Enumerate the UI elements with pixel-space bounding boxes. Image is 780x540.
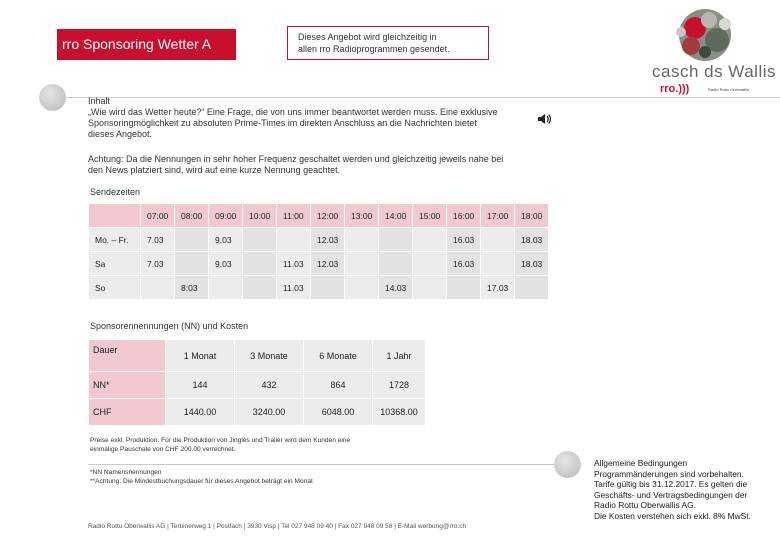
slot-cell [243,252,277,276]
hour-cell: 07:00 [141,204,175,228]
conditions-line-3: Tarife gültig bis 31.12.2017. Es gelten die [594,479,748,489]
slot-cell: 11.03 [277,276,311,300]
costs-cell: 1440.00 [166,399,235,426]
price-note-line-2: einmalige Pauschale von CHF 200.00 verrechnet. [90,445,236,453]
slot-cell: 18.03 [515,228,549,252]
slot-cell: 9.03 [209,228,243,252]
note-block [88,154,548,176]
general-conditions [594,458,774,521]
costs-cell: 432 [235,372,304,399]
schedule-label: Sendezeiten [90,187,141,197]
slot-cell [447,276,481,300]
slot-cell: 9.03 [209,252,243,276]
costs-table [88,339,426,426]
hour-cell: 16:00 [447,204,481,228]
slot-cell: 16.03 [447,252,481,276]
hour-cell: 13:00 [345,204,379,228]
costs-header-cell: 1 Monat [166,340,235,372]
notice-line-2: allen rro Radioprogrammen gesendet. [298,44,450,54]
costs-cell: 864 [304,372,373,399]
page-title: rro Sponsoring Wetter A [57,29,236,60]
costs-header-cell: 1 Jahr [373,340,426,372]
hour-cell: 08:00 [175,204,209,228]
schedule-header-row [89,204,549,228]
hour-cell: 11:00 [277,204,311,228]
costs-header-cell: 3 Monate [235,340,304,372]
hour-cell: 09:00 [209,204,243,228]
costs-row-label: CHF [89,399,166,426]
slot-cell [345,276,379,300]
slot-cell [311,276,345,300]
slot-cell: 7.03 [141,252,175,276]
conditions-line-4: Geschäfts- und Vertragsbedingungen der [594,489,748,500]
slot-cell [379,252,413,276]
costs-cell: 1728 [373,372,426,399]
content-heading: Inhalt [88,96,111,106]
slot-cell [345,252,379,276]
slot-cell [175,252,209,276]
day-cell: Mo. – Fr. [89,228,141,252]
costs-cell: 6048.00 [304,399,373,426]
costs-header-cell: Dauer [89,340,166,372]
schedule-corner-cell [89,204,141,228]
content-line-2: Sponsoringmöglichkeit zu absoluten Prime-Times im direkten Anschluss an die Nachrichten bietet [88,118,477,128]
slot-cell [413,276,447,300]
note-line-1: Achtung: Da die Nennungen in sehr hoher Frequenz geschaltet werden und gleichzeitig jeweils nahe bei [88,154,504,164]
schedule-row [89,252,549,276]
speaker-icon[interactable] [537,112,552,126]
content-line-1: „Wie wird das Wetter heute?“ Eine Frage, die von uns immer beantwortet werden muss. Eine exklusive [88,107,498,117]
schedule-row [89,228,549,252]
slot-cell [277,228,311,252]
costs-row-label: NN* [89,372,166,399]
logo-tagline: Radio Rottu Oberwallis [708,87,749,92]
costs-row [89,372,426,399]
slot-cell [481,228,515,252]
slot-cell: 8:03 [175,276,209,300]
logo-wordmark: casch ds Wallis [652,62,777,81]
hour-cell: 17:00 [481,204,515,228]
divider-bottom [88,464,554,465]
day-cell: So [89,276,141,300]
schedule-row [89,276,549,300]
costs-header-cell: 6 Monate [304,340,373,372]
costs-header-row [89,340,426,372]
slot-cell: 14.03 [379,276,413,300]
costs-label: Sponsorennennungen (NN) und Kosten [90,321,249,331]
conditions-line-5: Radio Rottu Oberwallis AG. [594,500,696,510]
content-block [88,96,548,140]
conditions-line-6: Die Kosten verstehen sich exkl. 8% MwSt. [594,510,751,521]
footnotes [90,469,560,486]
slot-cell [209,276,243,300]
logo-collage-icon [665,6,745,64]
slot-cell: 16.03 [447,228,481,252]
slot-cell [481,252,515,276]
costs-cell: 3240.00 [235,399,304,426]
costs-row [89,399,426,426]
note-line-2: den News platziert sind, wird auf eine kurze Nennung geachtet. [88,165,341,175]
hour-cell: 14:00 [379,204,413,228]
logo-brand: rro.))) [660,83,690,95]
slot-cell [413,252,447,276]
slot-cell [413,228,447,252]
hour-cell: 18:00 [515,204,549,228]
slot-cell [243,276,277,300]
notice-box [287,26,489,60]
footnote-2: **Achtung: Die Mindestbuchungsdauer für dieses Angebot beträgt ein Monat [90,477,313,485]
hour-cell: 15:00 [413,204,447,228]
hour-cell: 10:00 [243,204,277,228]
slot-cell [243,228,277,252]
slot-cell: 18.03 [515,252,549,276]
slot-cell [515,276,549,300]
slot-cell [345,228,379,252]
footer-contact: Radio Rottu Oberwallis AG | Terbinerweg 1 | Postfach | 3930 Visp | Tel 027 948 09 40 | Fax 027 948 09 58 | E-Mail werbung@rro.ch [88,523,467,530]
slot-cell [379,228,413,252]
costs-cell: 10368.00 [373,399,426,426]
day-cell: Sa [89,252,141,276]
slot-cell [175,228,209,252]
conditions-line-2: Programmänderungen sind vorbehalten. [594,468,744,479]
footnote-1: *NN Namensnennungen [90,469,162,476]
schedule-table [88,203,549,300]
slot-cell: 12.03 [311,228,345,252]
notice-line-1: Dieses Angebot wird gleichzeitig in [298,32,437,42]
hour-cell: 12:00 [311,204,345,228]
costs-cell: 144 [166,372,235,399]
slot-cell: 7.03 [141,228,175,252]
price-note-line-1: Preise exkl. Produktion. Für die Produktion von Jingles und Trailer wird dem Kunden eine [90,437,351,444]
content-line-3: dieses Angebot. [88,129,153,139]
conditions-line-1: Allgemeine Bedingungen [594,458,688,468]
slot-cell [141,276,175,300]
slot-cell: 11.03 [277,252,311,276]
slot-cell: 12.03 [311,252,345,276]
bullet-circle-1 [39,84,66,111]
price-note [90,437,560,454]
slot-cell: 17.03 [481,276,515,300]
